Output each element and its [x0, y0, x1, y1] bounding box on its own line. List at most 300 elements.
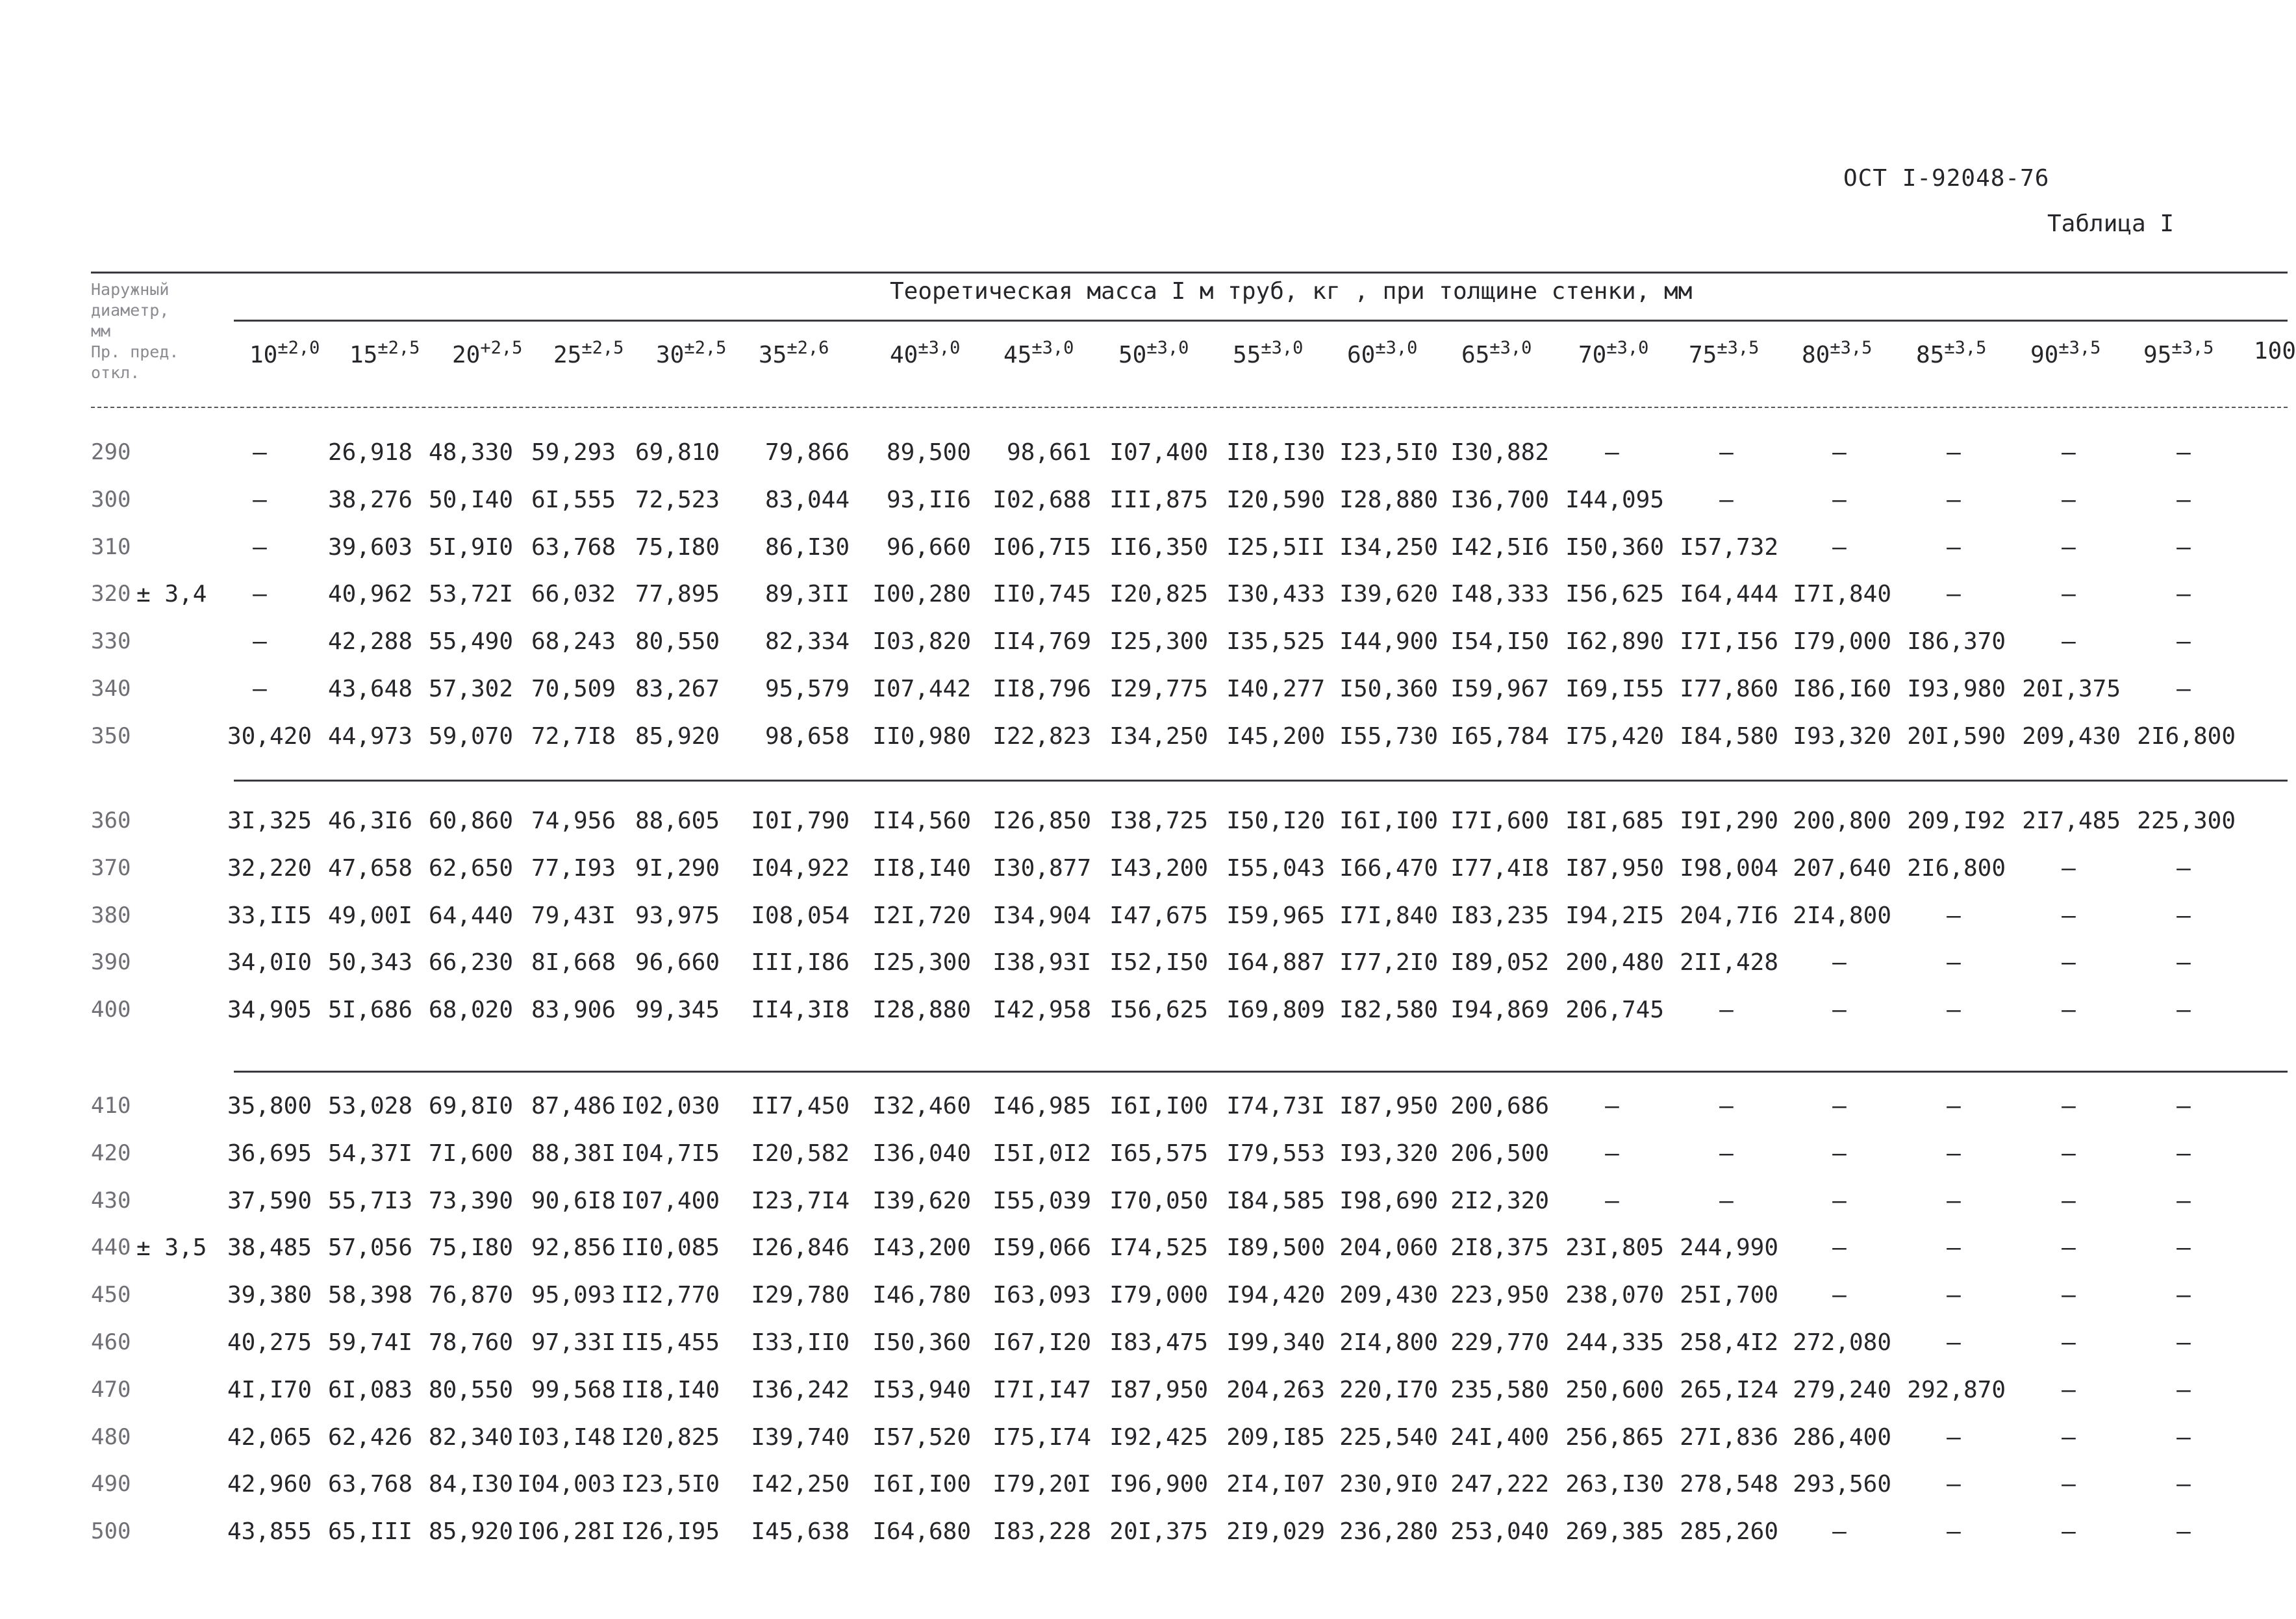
group-separator	[234, 780, 2288, 782]
mass-cell: –	[2176, 1518, 2191, 1546]
wall-thickness-tolerance: ±3,0	[1146, 338, 1189, 358]
outer-diameter-cell: 410	[91, 1093, 131, 1119]
mass-cell: –	[253, 486, 267, 513]
mass-cell: I84,580	[1680, 722, 1778, 750]
mass-cell: 66,230	[428, 949, 513, 976]
mass-cell: –	[1947, 1329, 1961, 1356]
mass-cell: I94,420	[1226, 1282, 1325, 1309]
mass-cell: –	[1947, 1140, 1961, 1167]
wall-thickness-header	[2143, 338, 2214, 368]
wall-thickness-value: 100	[2254, 338, 2296, 364]
mass-cell: 55,7I3	[327, 1187, 412, 1214]
mass-cell: –	[1832, 1234, 1847, 1262]
mass-cell: I33,II0	[751, 1329, 850, 1356]
mass-cell: I32,460	[872, 1093, 971, 1119]
wall-thickness-header	[890, 338, 960, 368]
wall-thickness-value: 45	[1003, 342, 1032, 368]
mass-cell: –	[2062, 439, 2076, 466]
mass-cell: 75,I80	[428, 1234, 513, 1262]
mass-cell: I83,228	[992, 1518, 1091, 1546]
outer-diameter-cell: 320	[91, 581, 131, 607]
wall-thickness-tolerance: ±2,6	[787, 338, 829, 358]
mass-cell: 69,8I0	[428, 1093, 513, 1119]
mass-cell: 30,420	[227, 722, 312, 750]
mass-cell: –	[1947, 1234, 1961, 1262]
mass-cell: I30,433	[1226, 581, 1325, 608]
mass-cell: 20I,375	[1109, 1518, 1208, 1546]
mass-cell: 244,990	[1680, 1234, 1778, 1262]
mass-cell: 206,500	[1450, 1140, 1549, 1167]
mass-cell: I64,680	[872, 1518, 971, 1546]
mass-cell: 200,480	[1565, 949, 1664, 976]
wall-thickness-header	[1003, 338, 1074, 368]
mass-cell: II0,980	[872, 722, 971, 750]
mass-cell: I6I,I00	[1109, 1093, 1208, 1119]
mass-cell: 250,600	[1565, 1376, 1664, 1403]
mass-cell: 7I,600	[428, 1140, 513, 1167]
diameter-header-line: мм	[91, 322, 111, 340]
mass-cell: –	[1947, 1423, 1961, 1451]
mass-cell: 85,920	[428, 1518, 513, 1546]
diameter-tolerance: ± 3,5	[136, 1234, 207, 1262]
outer-diameter-cell: 480	[91, 1423, 131, 1450]
mass-cell: 230,9I0	[1339, 1471, 1438, 1498]
mass-cell: II6,350	[1109, 533, 1208, 561]
mass-cell: I23,7I4	[751, 1187, 850, 1214]
mass-cell: I77,860	[1680, 676, 1778, 702]
mass-cell: I07,400	[1109, 439, 1208, 466]
outer-diameter-cell: 350	[91, 722, 131, 749]
wall-thickness-value: 50	[1118, 342, 1147, 368]
mass-cell: I64,887	[1226, 949, 1325, 976]
mass-cell: –	[2176, 628, 2191, 656]
mass-cell: I03,820	[872, 628, 971, 656]
outer-diameter-cell: 290	[91, 439, 131, 465]
mass-cell: I07,442	[872, 676, 971, 702]
mass-cell: –	[1719, 486, 1734, 513]
wall-thickness-value: 40	[890, 342, 918, 368]
mass-cell: 47,658	[327, 854, 412, 882]
mass-cell: –	[1947, 1187, 1961, 1214]
mass-cell: I67,I20	[992, 1329, 1091, 1356]
mass-cell: I50,I20	[1226, 808, 1325, 834]
mass-cell: 225,300	[2137, 808, 2236, 834]
mass-cell: 9I,290	[635, 854, 720, 882]
mass-cell: I20,590	[1226, 486, 1325, 513]
mass-cell: 20I,590	[1907, 722, 2006, 750]
mass-cell: –	[2176, 997, 2191, 1024]
mass-cell: –	[1947, 1471, 1961, 1498]
mass-cell: –	[253, 533, 267, 561]
mass-cell: 73,390	[428, 1187, 513, 1214]
mass-cell: I02,688	[992, 486, 1091, 513]
mass-cell: 278,548	[1680, 1471, 1778, 1498]
wall-thickness-header	[553, 338, 624, 368]
mass-cell: I2I,720	[872, 902, 971, 929]
mass-cell: 65,III	[327, 1518, 412, 1546]
mass-cell: I34,250	[1109, 722, 1208, 750]
diameter-tolerance: ± 3,4	[136, 581, 207, 608]
mass-cell: I38,725	[1109, 808, 1208, 834]
mass-cell: I8I,685	[1565, 808, 1664, 834]
mass-cell: 72,523	[635, 486, 720, 513]
mass-cell: I50,360	[872, 1329, 971, 1356]
mass-cell: 80,550	[428, 1376, 513, 1403]
mass-cell: 209,430	[2022, 722, 2121, 750]
wall-thickness-value: 75	[1689, 342, 1717, 368]
mass-cell: 263,I30	[1565, 1471, 1664, 1498]
mass-cell: –	[2062, 1376, 2076, 1403]
mass-cell: I34,250	[1339, 533, 1438, 561]
outer-diameter-cell: 330	[91, 628, 131, 655]
mass-cell: 85,920	[635, 722, 720, 750]
mass-cell: I94,2I5	[1565, 902, 1664, 929]
mass-cell: I04,7I5	[621, 1140, 720, 1167]
mass-cell: –	[1947, 902, 1961, 929]
mass-cell: 2I4,800	[1339, 1329, 1438, 1356]
mass-cell: I50,360	[1565, 533, 1664, 561]
mass-cell: 207,640	[1793, 854, 1891, 882]
wall-thickness-header	[2030, 338, 2100, 368]
outer-diameter-cell: 300	[91, 486, 131, 513]
mass-cell: 63,768	[327, 1471, 412, 1498]
wall-thickness-header	[249, 338, 320, 368]
mass-cell: I74,73I	[1226, 1093, 1325, 1119]
mass-cell: –	[2176, 533, 2191, 561]
mass-cell: –	[1947, 486, 1961, 513]
mass-cell: –	[1947, 581, 1961, 608]
mass-cell: I23,5I0	[1339, 439, 1438, 466]
wall-thickness-tolerance: ±3,5	[2058, 338, 2101, 358]
mass-cell: I83,235	[1450, 902, 1549, 929]
mass-cell: 209,430	[1339, 1282, 1438, 1309]
mass-cell: I20,582	[751, 1140, 850, 1167]
mass-cell: I93,980	[1907, 676, 2006, 702]
mass-cell: I47,675	[1109, 902, 1208, 929]
mass-cell: –	[2176, 1471, 2191, 1498]
mass-cell: –	[2176, 1376, 2191, 1403]
mass-cell: I44,900	[1339, 628, 1438, 656]
mass-cell: I56,625	[1565, 581, 1664, 608]
wall-thickness-header	[1118, 338, 1189, 368]
mass-cell: I42,5I6	[1450, 533, 1549, 561]
mass-cell: I75,I74	[992, 1423, 1091, 1451]
mass-cell: –	[2062, 581, 2076, 608]
mass-cell: I30,882	[1450, 439, 1549, 466]
mass-cell: 2I4,800	[1793, 902, 1891, 929]
mass-cell: I43,200	[1109, 854, 1208, 882]
mass-cell: I53,940	[872, 1376, 971, 1403]
wall-thickness-value: 60	[1347, 342, 1376, 368]
mass-cell: I7I,840	[1339, 902, 1438, 929]
table-label: Таблица I	[2047, 210, 2175, 237]
mass-cell: –	[2062, 1140, 2076, 1167]
wall-thickness-value: 95	[2143, 342, 2172, 368]
mass-cell: 285,260	[1680, 1518, 1778, 1546]
mass-cell: –	[253, 676, 267, 702]
mass-cell: I43,200	[872, 1234, 971, 1262]
mass-cell: –	[2176, 1282, 2191, 1309]
mass-cell: 89,3II	[764, 581, 850, 608]
mass-cell: 39,603	[327, 533, 412, 561]
mass-cell: 62,426	[327, 1423, 412, 1451]
mass-cell: I82,580	[1339, 997, 1438, 1024]
mass-cell: 204,7I6	[1680, 902, 1778, 929]
mass-cell: I77,2I0	[1339, 949, 1438, 976]
mass-cell: 97,33I	[531, 1329, 616, 1356]
mass-cell: I6I,I00	[1339, 808, 1438, 834]
outer-diameter-cell: 500	[91, 1518, 131, 1545]
mass-cell: 58,398	[327, 1282, 412, 1309]
mass-cell: 74,956	[531, 808, 616, 834]
mass-cell: –	[2176, 854, 2191, 882]
mass-cell: 220,I70	[1339, 1376, 1438, 1403]
mass-cell: 20I,375	[2022, 676, 2121, 702]
outer-diameter-cell: 430	[91, 1187, 131, 1214]
document-code: ОСТ I-92048-76	[1843, 165, 2050, 192]
mass-cell: –	[253, 581, 267, 608]
mass-cell: 42,288	[327, 628, 412, 656]
mass-cell: I89,500	[1226, 1234, 1325, 1262]
mass-cell: 70,509	[531, 676, 616, 702]
mass-cell: I46,780	[872, 1282, 971, 1309]
mass-cell: I59,965	[1226, 902, 1325, 929]
mass-cell: 38,485	[227, 1234, 312, 1262]
mass-cell: I48,333	[1450, 581, 1549, 608]
mass-cell: –	[1832, 1518, 1847, 1546]
mass-cell: 229,770	[1450, 1329, 1549, 1356]
mass-cell: 204,060	[1339, 1234, 1438, 1262]
mass-cell: 269,385	[1565, 1518, 1664, 1546]
mass-cell: 84,I30	[428, 1471, 513, 1498]
mass-cell: –	[2062, 1282, 2076, 1309]
mass-cell: I36,040	[872, 1140, 971, 1167]
mass-cell: –	[1832, 949, 1847, 976]
wall-thickness-header	[1802, 338, 1872, 368]
mass-cell: –	[253, 439, 267, 466]
diameter-column-header	[91, 279, 234, 383]
mass-cell: –	[2062, 486, 2076, 513]
mass-cell: –	[1719, 1187, 1734, 1214]
mass-cell: –	[2176, 1140, 2191, 1167]
mass-cell: –	[2176, 1093, 2191, 1119]
mass-cell: 83,267	[635, 676, 720, 702]
mass-cell: 96,660	[886, 533, 971, 561]
outer-diameter-cell: 440	[91, 1234, 131, 1261]
mass-cell: I30,877	[992, 854, 1091, 882]
outer-diameter-cell: 370	[91, 854, 131, 881]
mass-cell: 35,800	[227, 1093, 312, 1119]
mass-cell: I04,922	[751, 854, 850, 882]
mass-cell: –	[2062, 949, 2076, 976]
mass-cell: 88,605	[635, 808, 720, 834]
mass-cell: 57,056	[327, 1234, 412, 1262]
mass-cell: 64,440	[428, 902, 513, 929]
mass-cell: I93,320	[1793, 722, 1891, 750]
mass-cell: 43,648	[327, 676, 412, 702]
mass-cell: II8,I40	[621, 1376, 720, 1403]
mass-cell: I34,904	[992, 902, 1091, 929]
mass-cell: I38,93I	[992, 949, 1091, 976]
mass-cell: I83,475	[1109, 1329, 1208, 1356]
mass-cell: –	[2062, 1187, 2076, 1214]
mass-cell: III,875	[1109, 486, 1208, 513]
mass-cell: I39,620	[1339, 581, 1438, 608]
mass-cell: I50,360	[1339, 676, 1438, 702]
mass-cell: I84,585	[1226, 1187, 1325, 1214]
wall-thickness-header	[759, 338, 829, 368]
wall-thickness-tolerance: ±3,0	[1261, 338, 1304, 358]
wall-thickness-value: 20	[452, 342, 481, 368]
header-bottom-rule	[91, 407, 2288, 408]
mass-cell: 5I,9I0	[428, 533, 513, 561]
mass-cell: I92,425	[1109, 1423, 1208, 1451]
mass-cell: I86,370	[1907, 628, 2006, 656]
wall-thickness-header	[2254, 338, 2296, 364]
mass-cell: 244,335	[1565, 1329, 1664, 1356]
mass-cell: I45,200	[1226, 722, 1325, 750]
wall-thickness-value: 90	[2030, 342, 2059, 368]
mass-cell: –	[1832, 1187, 1847, 1214]
mass-cell: I55,043	[1226, 854, 1325, 882]
mass-cell: 55,490	[428, 628, 513, 656]
mass-cell: –	[2176, 1329, 2191, 1356]
wall-thickness-header	[1347, 338, 1417, 368]
mass-cell: 42,065	[227, 1423, 312, 1451]
mass-cell: I86,I60	[1793, 676, 1891, 702]
mass-cell: 76,870	[428, 1282, 513, 1309]
mass-cell: 68,020	[428, 997, 513, 1024]
mass-cell: II4,560	[872, 808, 971, 834]
mass-cell: I79,000	[1793, 628, 1891, 656]
mass-cell: I29,775	[1109, 676, 1208, 702]
mass-cell: I20,825	[621, 1423, 720, 1451]
mass-cell: 2I7,485	[2022, 808, 2121, 834]
mass-cell: I6I,I00	[872, 1471, 971, 1498]
mass-cell: 2I9,029	[1226, 1518, 1325, 1546]
mass-cell: 95,579	[764, 676, 850, 702]
mass-cell: I74,525	[1109, 1234, 1208, 1262]
mass-cell: I55,039	[992, 1187, 1091, 1214]
mass-cell: 53,028	[327, 1093, 412, 1119]
wall-thickness-tolerance: ±3,0	[918, 338, 961, 358]
wall-thickness-tolerance: ±2,5	[377, 338, 420, 358]
mass-cell: 72,7I8	[531, 722, 616, 750]
table-main-title: Теоретическая масса I м труб, кг , при толщине стенки, мм	[890, 278, 1693, 305]
mass-cell: 27I,836	[1680, 1423, 1778, 1451]
mass-cell: I65,784	[1450, 722, 1549, 750]
mass-cell: 80,550	[635, 628, 720, 656]
mass-cell: 6I,555	[531, 486, 616, 513]
mass-cell: I70,050	[1109, 1187, 1208, 1214]
mass-cell: 93,975	[635, 902, 720, 929]
outer-diameter-cell: 360	[91, 808, 131, 834]
wall-thickness-value: 80	[1802, 342, 1830, 368]
mass-cell: 2II,428	[1680, 949, 1778, 976]
mass-cell: I04,003	[517, 1471, 616, 1498]
mass-cell: I36,700	[1450, 486, 1549, 513]
mass-cell: 99,345	[635, 997, 720, 1024]
mass-cell: 89,500	[886, 439, 971, 466]
mass-cell: I77,4I8	[1450, 854, 1549, 882]
mass-cell: I45,638	[751, 1518, 850, 1546]
mass-cell: 8I,668	[531, 949, 616, 976]
mass-cell: 88,38I	[531, 1140, 616, 1167]
mass-cell: I59,967	[1450, 676, 1549, 702]
mass-cell: I93,320	[1339, 1140, 1438, 1167]
mass-cell: 59,293	[531, 439, 616, 466]
mass-cell: –	[1947, 1093, 1961, 1119]
mass-cell: I02,030	[621, 1093, 720, 1119]
outer-diameter-cell: 470	[91, 1376, 131, 1403]
wall-thickness-header	[1578, 338, 1648, 368]
mass-cell: I03,I48	[517, 1423, 616, 1451]
mass-cell: –	[1832, 997, 1847, 1024]
mass-cell: I87,950	[1109, 1376, 1208, 1403]
group-separator	[234, 1071, 2288, 1073]
mass-cell: I99,340	[1226, 1329, 1325, 1356]
wall-thickness-value: 55	[1233, 342, 1261, 368]
mass-cell: 5I,686	[327, 997, 412, 1024]
wall-thickness-tolerance: ±3,0	[1489, 338, 1532, 358]
mass-cell: I54,I50	[1450, 628, 1549, 656]
mass-cell: –	[2176, 1423, 2191, 1451]
mass-cell: 209,I85	[1226, 1423, 1325, 1451]
mass-cell: I44,095	[1565, 486, 1664, 513]
mass-cell: 247,222	[1450, 1471, 1549, 1498]
mass-cell: I66,470	[1339, 854, 1438, 882]
mass-cell: –	[2176, 1187, 2191, 1214]
mass-cell: I28,880	[872, 997, 971, 1024]
wall-thickness-value: 70	[1578, 342, 1607, 368]
mass-cell: I89,052	[1450, 949, 1549, 976]
mass-cell: 32,220	[227, 854, 312, 882]
mass-cell: 38,276	[327, 486, 412, 513]
mass-cell: II7,450	[751, 1093, 850, 1119]
mass-cell: 3I,325	[227, 808, 312, 834]
mass-cell: –	[2176, 439, 2191, 466]
mass-cell: III,I86	[751, 949, 850, 976]
mass-cell: I28,880	[1339, 486, 1438, 513]
mass-cell: 36,695	[227, 1140, 312, 1167]
outer-diameter-cell: 340	[91, 676, 131, 702]
diameter-header-line: Пр. пред.	[91, 342, 179, 361]
mass-cell: 53,72I	[428, 581, 513, 608]
mass-cell: –	[1605, 439, 1619, 466]
mass-cell: –	[2176, 902, 2191, 929]
mass-cell: 54,37I	[327, 1140, 412, 1167]
mass-cell: 223,950	[1450, 1282, 1549, 1309]
mass-cell: –	[1605, 1140, 1619, 1167]
mass-cell: I56,625	[1109, 997, 1208, 1024]
mass-cell: II0,085	[621, 1234, 720, 1262]
mass-cell: –	[2062, 902, 2076, 929]
mass-cell: 292,870	[1907, 1376, 2006, 1403]
mass-cell: I7I,840	[1793, 581, 1891, 608]
mass-cell: II8,796	[992, 676, 1091, 702]
mass-cell: I40,277	[1226, 676, 1325, 702]
mass-cell: II8,I30	[1226, 439, 1325, 466]
mass-cell: 57,302	[428, 676, 513, 702]
mass-cell: 253,040	[1450, 1518, 1549, 1546]
mass-cell: 98,661	[1006, 439, 1091, 466]
mass-cell: –	[2062, 854, 2076, 882]
mass-cell: 34,905	[227, 997, 312, 1024]
mass-cell: –	[2176, 581, 2191, 608]
mass-cell: –	[2176, 1234, 2191, 1262]
mass-cell: I08,054	[751, 902, 850, 929]
mass-cell: 83,044	[764, 486, 850, 513]
